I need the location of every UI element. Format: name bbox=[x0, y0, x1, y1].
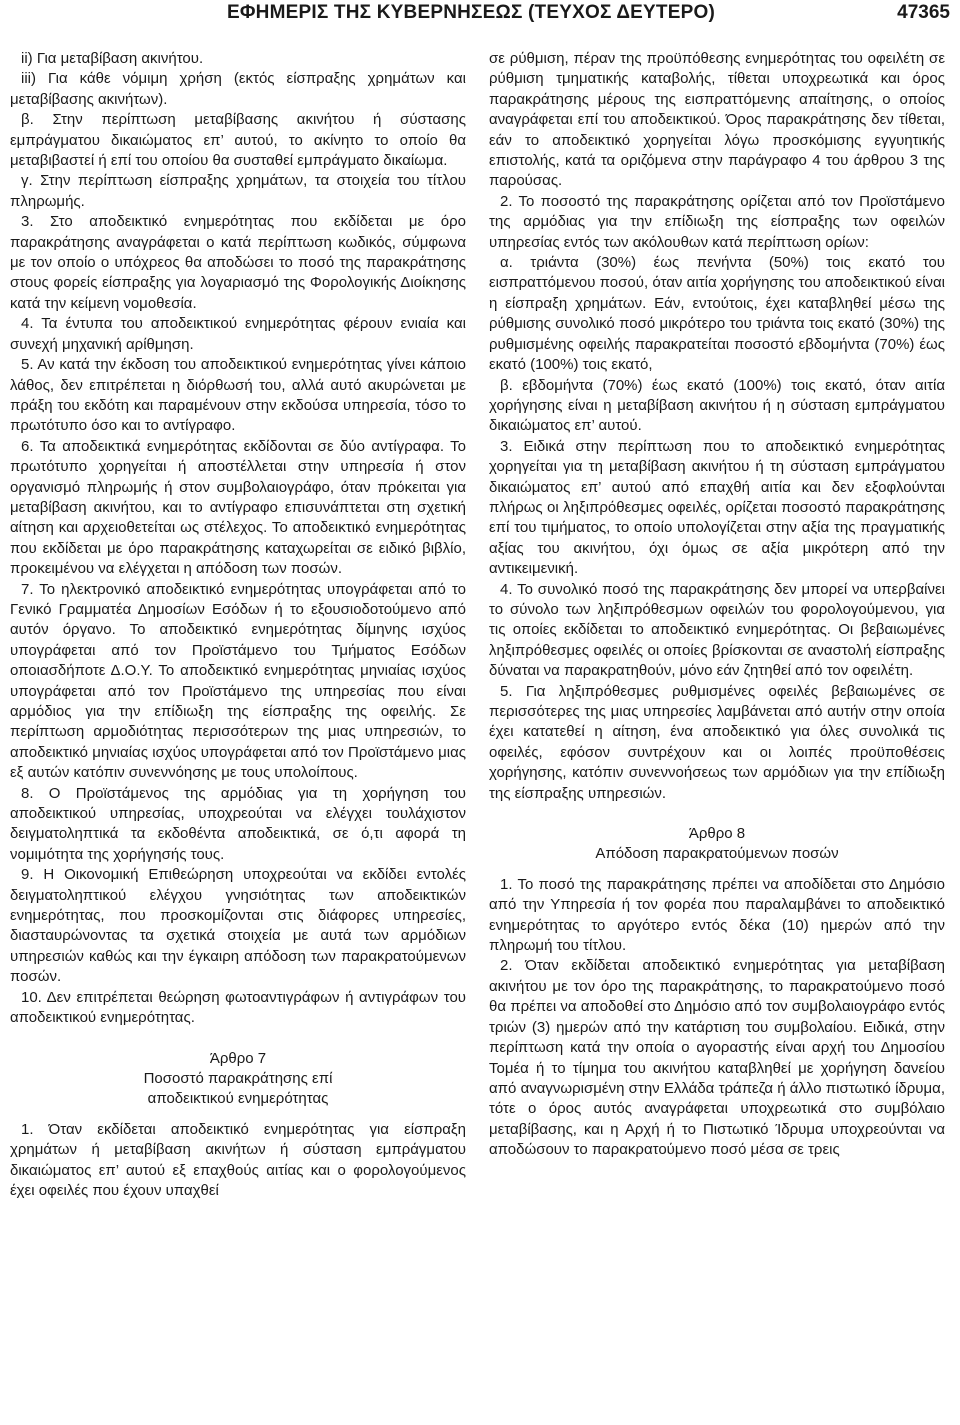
paragraph: σε ρύθμιση, πέραν της προϋπόθεσης ενημερότητας του οφειλέτη σε ρύθμιση τμηματικής καταβολής, τίθεται υποχρεωτικά και όρος παρακράτησης μέρους της εισπραττόμενης απαίτησης, ο οποίος αναγράφεται επί του αποδεικτικού. Όρος παρακράτησης δεν τίθεται, εάν το αποδεικτικό χορηγείται λόγω προσκόμισης εγγυητικής επιστολής, κατά τα οριζόμενα στην παράγραφο 4 του άρθρου 3 της παρούσας. bbox=[489, 50, 945, 190]
paragraph: β. Στην περίπτωση μεταβίβασης ακινήτου ή σύστασης εμπράγματου δικαιώματος επ’ αυτού, το ακίνητο το οποίο θα μεταβιβαστεί ή επί του οποίου θα συσταθεί εμπράγματο δικαίωμα. bbox=[10, 111, 466, 170]
paragraph: 4. Το συνολικό ποσό της παρακράτησης δεν μπορεί να υπερβαίνει το σύνολο των ληξιπρόθεσμων οφειλών του φορολογούμενου, για τις οποίες εκδίδεται το αποδεικτικό ενημερότητας. Οι βεβαιωμένες ληξιπρόθεσμες οφειλές οι οποίες βρίσκονται σε αναστολή είσπραξης δύναται να παρακρατηθούν, μόνο εάν ζητηθεί από τον οφειλέτη. bbox=[489, 580, 945, 680]
right-column bbox=[489, 49, 945, 1161]
paragraph: 3. Στο αποδεικτικό ενημερότητας που εκδίδεται με όρο παρακράτησης αναγράφεται ο κατά περίπτωση κωδικός, σύμφωνα με τον οποίο ο υπόχρεος θα αποδώσει το ποσό της παρακράτησης στους φορείς είσπραξης για λογαριασμό της Φορολογικής Διοίκησης κατά την κείμενη νομοθεσία. bbox=[10, 213, 466, 312]
article-8-title: Απόδοση παρακρατούμενων ποσών bbox=[595, 845, 839, 863]
paragraph: 4. Τα έντυπα του αποδεικτικού ενημερότητας φέρουν ενιαία και συνεχή μηχανική αρίθμηση. bbox=[10, 315, 466, 353]
paragraph: 6. Τα αποδεικτικά ενημερότητας εκδίδονται σε δύο αντίγραφα. Το πρωτότυπο χορηγείται ή αποστέλλεται στην υπηρεσία ή στον οργανισμό πληρωμής ή στον συμβολαιογράφο, όταν πρόκειται για μεταβίβαση ακινήτου, και το αντίγραφο επισυνάπτεται στη σχετική αίτηση και αρχειοθετείται ως στέλεχος. Το αποδεικτικό ενημερότητας που εκδίδεται με όρο παρακράτησης καταχωρείται σε ειδικό βιβλίο, προκειμένου να ελέγχεται η απόδοση των ποσών. bbox=[10, 437, 466, 578]
paragraph: 2. Όταν εκδίδεται αποδεικτικό ενημερότητας για μεταβίβαση ακινήτου με τον όρο της παρακράτησης, το παρακρατούμενο ποσό θα πρέπει να αποδοθεί στο Δημόσιο από τον συμβολαιογράφο εντός τριών (3) ημερών από την κατάρτιση του συμβολαίου. Ειδικά, στην περίπτωση κατά την οποία ο αγοραστής είναι αρχή του Δημοσίου Τομέα ή το τίμημα του ακινήτου καταβληθεί με χορήγηση δανείου από αναγνωρισμένη στην Ελλάδα τράπεζα ή άλλο πιστωτικό ίδρυμα, τότε ο όρος αυτός αναγράφεται υποχρεωτικά στο συμβόλαιο μεταβίβασης, και η Αρχή ή το Πιστωτικό Ίδρυμα υποχρεούνται να αποδώσουν το παρακρατούμενο ποσό μέσα σε τρεις bbox=[489, 957, 945, 1159]
paragraph: 1. Το ποσό της παρακράτησης πρέπει να αποδίδεται στο Δημόσιο από την Υπηρεσία ή τον φορέα που παραλαμβάνει το αποδεικτικό ενημερότητας το αργότερο εντός δέκα (10) ημερών από την πληρωμή του τίτλου. bbox=[489, 875, 945, 955]
paragraph: 1. Όταν εκδίδεται αποδεικτικό ενημερότητας για είσπραξη χρημάτων ή μεταβίβαση ακινήτων ή σύσταση εμπράγματου δικαιώματος επ’ αυτού εξ επαχθούς αιτίας και ο φορολογούμενος έχει οφειλές που έχουν υπαχθεί bbox=[10, 1120, 466, 1199]
paragraph: 9. Η Οικονομική Επιθεώρηση υποχρεούται να εκδίδει εντολές δειγματοληπτικού ελέγχου γνησιότητας των αποδεικτικών ενημερότητας, που προσκομίζονται στις διάφορες υπηρεσίες, διασταυρώνοντας τα σχετικά στοιχεία με αυτά των αρμόδιων υπηρεσιών καθώς και την έγκαιρη απόδοση των παρακρατούμενων ποσών. bbox=[10, 866, 466, 986]
article-7-title-line-1: Ποσοστό παρακράτησης επί bbox=[143, 1069, 333, 1087]
gazette-title: ΕΦΗΜΕΡΙΣ ΤΗΣ ΚΥΒΕΡΝΗΣΕΩΣ (ΤΕΥΧΟΣ ΔΕΥΤΕΡΟ) bbox=[227, 2, 715, 23]
paragraph: 5. Για ληξιπρόθεσμες ρυθμισμένες οφειλές βεβαιωμένες σε περισσότερες της μιας υπηρεσίες λαμβάνεται από αυτήν στην οποία έχει κατατεθεί η αίτηση, ένα αποδεικτικό για όλες συνολικά τις οφειλές, εφόσον συντρέχουν και οι λοιπές προϋποθέσεις χορήγησης, κατόπιν συνεννοήσεως των αρμόδιων για την επίδιωξη της είσπραξης υπηρεσιών. bbox=[489, 682, 945, 802]
article-7-heading: Άρθρο 7 bbox=[209, 1049, 267, 1067]
article-7-title-line-2: αποδεικτικού ενημερότητας bbox=[147, 1090, 329, 1108]
page-number: 47365 bbox=[897, 2, 950, 23]
paragraph: 7. Το ηλεκτρονικό αποδεικτικό ενημερότητας υπογράφεται από το Γενικό Γραμματέα Δημοσίων Εσόδων ή το εξουσιοδοτούμενο από αυτόν όργανο. Το αποδεικτικό ενημερότητας δίμηνης ισχύος υπογράφεται από τον Προϊστάμενο του Τμήματος Εσόδων οποιασδήποτε Δ.Ο.Υ. Το αποδεικτικό ενημερότητας μηνιαίας ισχύος υπογράφεται από τον Προϊστάμενο της υπηρεσίας που είναι αρμόδιος για την επίδιωξη της είσπραξης της οφειλής. Σε περίπτωση αρμοδιότητας περισσότερων της μιας υπηρεσιών, το αποδεικτικό μηνιαίας ισχύος υπογράφεται από τον Προϊστάμενο μιας εξ αυτών κατόπιν συνεννόησης με τους υπολοίπους. bbox=[10, 580, 466, 782]
left-column bbox=[10, 49, 466, 1201]
article-8-heading: Άρθρο 8 bbox=[688, 825, 746, 843]
paragraph: 10. Δεν επιτρέπεται θεώρηση φωτοαντιγράφων ή αντιγράφων του αποδεικτικού ενημερότητας. bbox=[10, 988, 466, 1027]
paragraph: 5. Αν κατά την έκδοση του αποδεικτικού ενημερότητας γίνει κάποιο λάθος, δεν επιτρέπεται η διόρθωσή του, αλλά αυτό ακυρώνεται με πράξη του εκδότη και παραμένουν στην εκδούσα υπηρεσία, τόσο το πρωτότυπο όσο και το αντίγραφο. bbox=[10, 356, 466, 435]
paragraph: iii) Για κάθε νόμιμη χρήση (εκτός είσπραξης χρημάτων και μεταβίβασης ακινήτων). bbox=[10, 70, 466, 108]
paragraph: 3. Ειδικά στην περίπτωση που το αποδεικτικό ενημερότητας χορηγείται για τη μεταβίβαση ακινήτου ή τη σύσταση εμπράγματου δικαιώματος επ’ αυτού από επαχθή αιτία και δεν εξοφλούνται πλήρως οι ληξιπρόθεσμες οφειλές, ορίζεται ποσοστό παρακράτησης επί του τιμήματος, το οποίο υπολογίζεται στην αξία της πραγματικής αξίας του ακινήτου, όχι όμως σε αξία μικρότερη από την αντικειμενική. bbox=[489, 437, 945, 578]
paragraph: 2. Το ποσοστό της παρακράτησης ορίζεται από τον Προϊστάμενο της αρμόδιας για την επίδιωξη της είσπραξης των οφειλών υπηρεσίας εντός των ακόλουθων κατά περίπτωση ορίων: bbox=[489, 192, 945, 251]
paragraph: α. τριάντα (30%) έως πενήντα (50%) τοις εκατό του εισπραττόμενου ποσού, όταν αιτία χορήγησης του αποδεικτικού είναι η είσπραξη χρημάτων. Εάν, εντούτοις, έχει καταβληθεί μέσω της ρύθμισης συνολικό ποσό μικρότερο του τριάντα τοις εκατό (30%) της ρυθμισμένης οφειλής παρακρατείται ποσοστό εβδομήντα (70%) έως εκατό (100%) τοις εκατό, bbox=[489, 254, 945, 374]
paragraph: β. εβδομήντα (70%) έως εκατό (100%) τοις εκατό, όταν αιτία χορήγησης είναι η μεταβίβαση ακινήτου ή η σύσταση εμπράγματου δικαιώματος επ’ αυτού. bbox=[489, 376, 945, 435]
paragraph: 8. Ο Προϊστάμενος της αρμόδιας για τη χορήγηση του αποδεικτικού υπηρεσίας, υποχρεούται να ελέγχει τουλάχιστον δειγματοληπτικά τα εκδοθέντα αποδεικτικά, σε ό,τι αφορά τη νομιμότητα της χορήγησής τους. bbox=[10, 784, 466, 863]
paragraph: γ. Στην περίπτωση είσπραξης χρημάτων, τα στοιχεία του τίτλου πληρωμής. bbox=[10, 172, 466, 210]
paragraph: ii) Για μεταβίβαση ακινήτου. bbox=[21, 50, 204, 67]
page-header bbox=[0, 0, 960, 30]
